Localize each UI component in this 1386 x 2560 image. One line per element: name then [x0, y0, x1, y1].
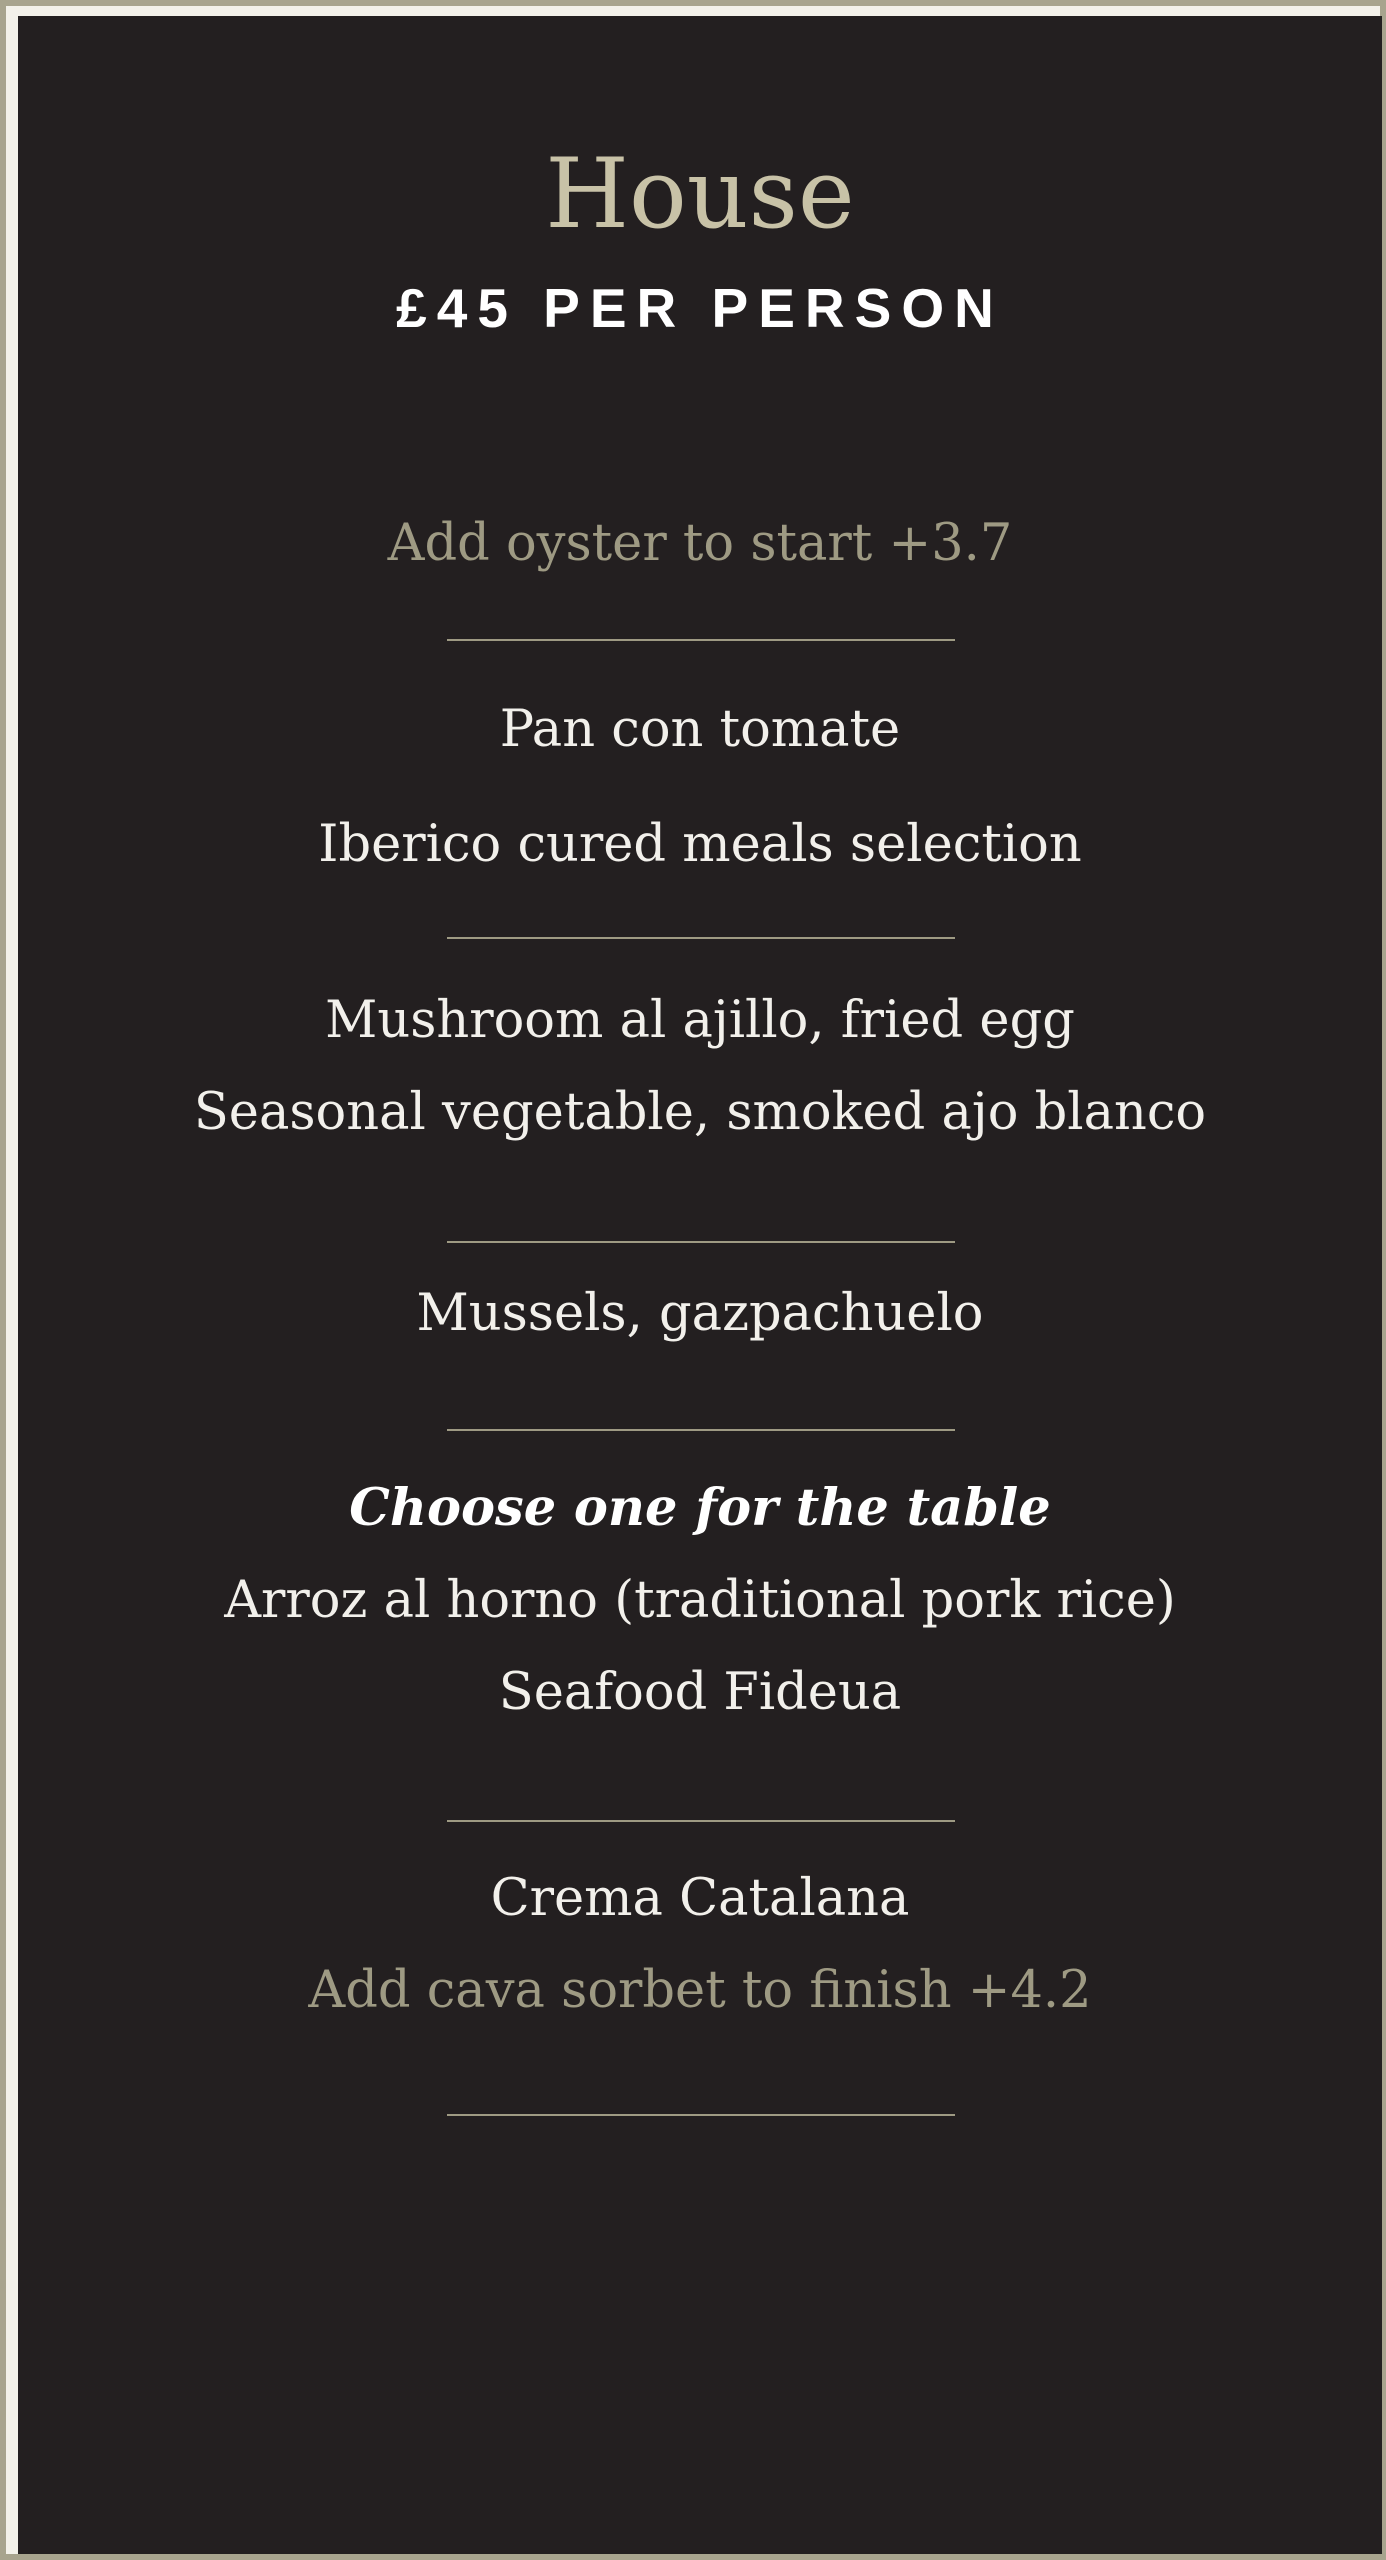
menu-card: [18, 16, 1382, 2554]
menu-item-pan-con-tomate: Pan con tomate: [499, 700, 901, 759]
menu-item-seafood-fideua: Seafood Fideua: [498, 1663, 902, 1722]
menu-item-seasonal-vegetable: Seasonal vegetable, smoked ajo blanco: [193, 1083, 1207, 1142]
add-oyster-note: Add oyster to start +3.7: [387, 514, 1013, 573]
menu-item-crema-catalana: Crema Catalana: [490, 1869, 910, 1928]
section-divider: [447, 1820, 955, 1822]
choose-one-note: Choose one for the table: [349, 1478, 1051, 1538]
price-per-person: £45 PER PERSON: [396, 277, 1004, 339]
section-divider: [447, 1429, 955, 1431]
section-divider: [447, 937, 955, 939]
section-divider: [447, 639, 955, 641]
section-divider: [447, 1241, 955, 1243]
menu-item-mussels: Mussels, gazpachuelo: [416, 1284, 984, 1343]
section-divider: [447, 2114, 955, 2116]
menu-item-arroz-al-horno: Arroz al horno (traditional pork rice): [224, 1571, 1176, 1630]
menu-content: [18, 16, 1382, 2554]
add-sorbet-note: Add cava sorbet to finish +4.2: [308, 1961, 1092, 2020]
menu-title: House: [545, 138, 855, 250]
menu-item-mushroom-al-ajillo: Mushroom al ajillo, fried egg: [325, 991, 1075, 1050]
menu-item-iberico-selection: Iberico cured meals selection: [318, 815, 1082, 874]
